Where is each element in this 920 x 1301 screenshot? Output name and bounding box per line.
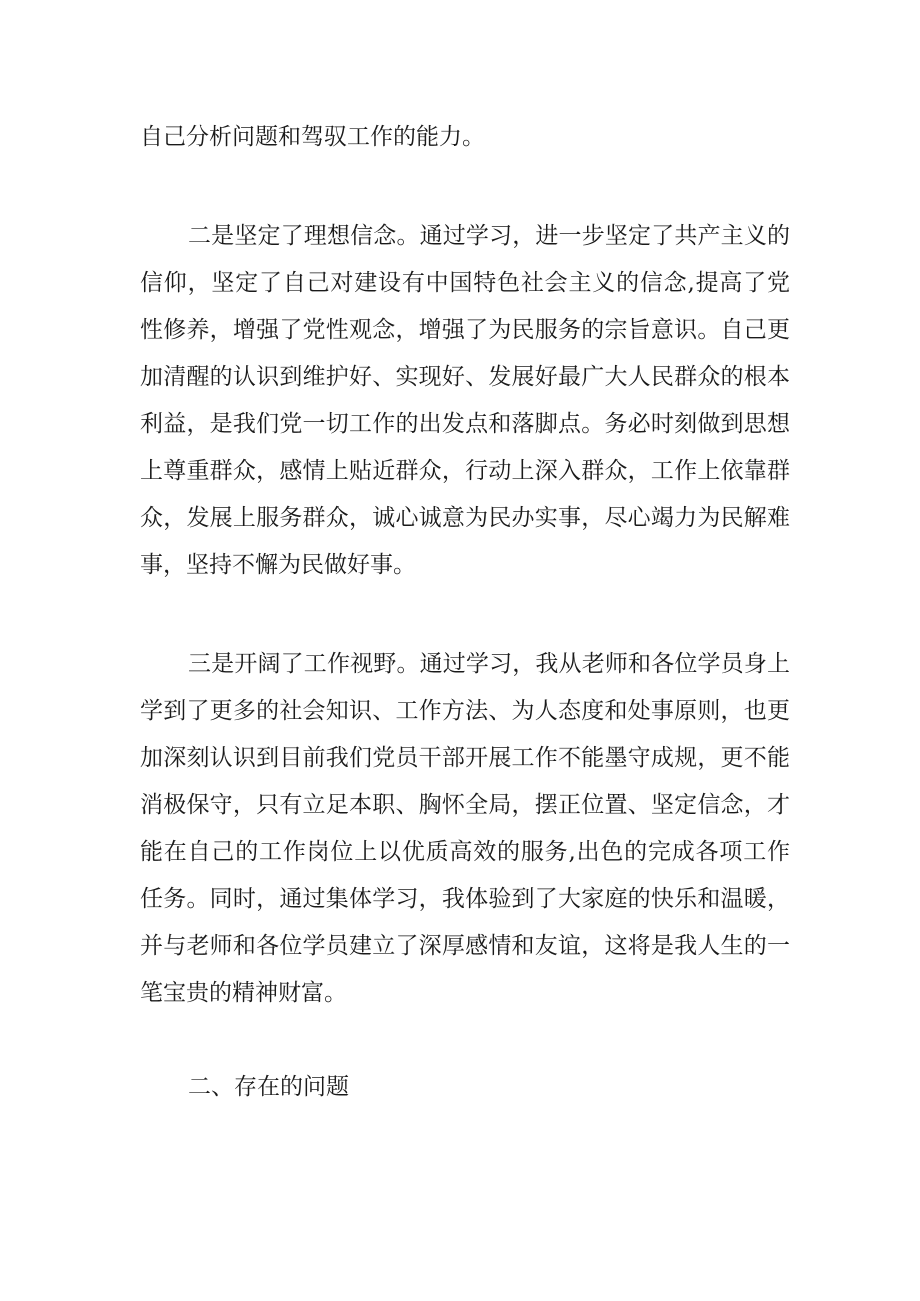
paragraph-line: 二是坚定了理想信念。通过学习，进一步坚定了共产主义的 [188, 223, 790, 249]
paragraph-line: 能在自己的工作岗位上以优质高效的服务,出色的完成各项工作 [140, 839, 790, 865]
paragraph-line: 三是开阔了工作视野。通过学习，我从老师和各位学员身上 [188, 651, 790, 677]
paragraph-line: 信仰，坚定了自己对建设有中国特色社会主义的信念,提高了党 [140, 270, 790, 296]
paragraph-line: 自己分析问题和驾驭工作的能力。 [140, 124, 485, 150]
paragraph-line: 任务。同时，通过集体学习，我体验到了大家庭的快乐和温暖， [140, 886, 790, 912]
paragraph-line: 性修养，增强了党性观念，增强了为民服务的宗旨意识。自己更 [140, 317, 790, 343]
paragraph-line: 笔宝贵的精神财富。 [140, 980, 347, 1006]
paragraph-line: 消极保守，只有立足本职、胸怀全局，摆正位置、坚定信念，才 [140, 792, 790, 818]
section-heading: 二、存在的问题 [188, 1074, 349, 1100]
paragraph-line: 学到了更多的社会知识、工作方法、为人态度和处事原则，也更 [140, 698, 790, 724]
paragraph-line: 事，坚持不懈为民做好事。 [140, 552, 416, 578]
paragraph-line: 加深刻认识到目前我们党员干部开展工作不能墨守成规，更不能 [140, 745, 790, 771]
paragraph-line: 加清醒的认识到维护好、实现好、发展好最广大人民群众的根本 [140, 364, 790, 390]
paragraph-line: 并与老师和各位学员建立了深厚感情和友谊，这将是我人生的一 [140, 933, 790, 959]
paragraph-line: 上尊重群众，感情上贴近群众，行动上深入群众，工作上依靠群 [140, 458, 790, 484]
paragraph-line: 众，发展上服务群众，诚心诚意为民办实事，尽心竭力为民解难 [140, 505, 790, 531]
paragraph-line: 利益，是我们党一切工作的出发点和落脚点。务必时刻做到思想 [140, 411, 790, 437]
